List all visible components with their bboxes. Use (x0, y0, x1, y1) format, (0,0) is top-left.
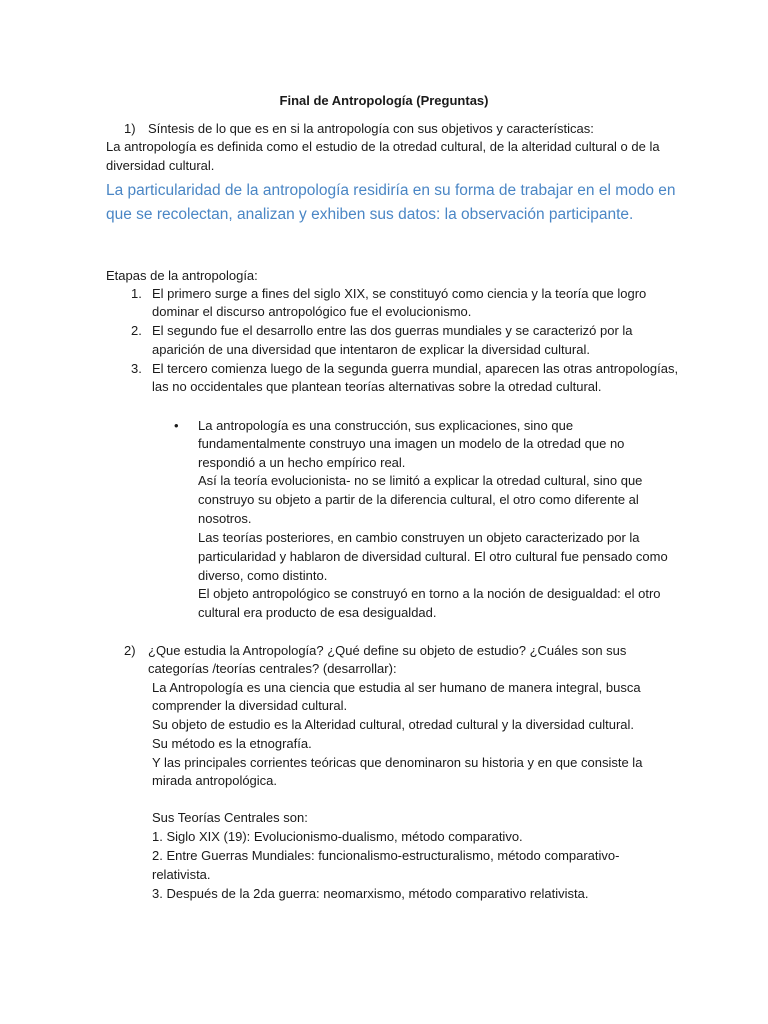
q2-answer-line: comprender la diversidad cultural. (152, 698, 348, 713)
q2-answer-line: Su objeto de estudio es la Alteridad cultural, otredad cultural y la diversidad cultural. (152, 717, 635, 732)
bullet-text-line: Así la teoría evolucionista- no se limitó a explicar la otredad cultural, sino que (198, 473, 643, 488)
bullet-text-line: diverso, como distinto. (198, 568, 328, 583)
bullet-text-line: cultural era producto de esa desigualdad. (198, 605, 437, 620)
bullet-text-line: respondió a un hecho empírico real. (198, 455, 406, 470)
q1-answer-line: La antropología es definida como el estudio de la otredad cultural, de la alteridad cultural o de la (106, 139, 660, 154)
theory-line: 1. Siglo XIX (19): Evolucionismo-dualismo, método comparativo. (152, 829, 523, 844)
bullet-text-line: particularidad y hablaron de diversidad cultural. El otro cultural fue pensado como (198, 549, 668, 564)
stage-text-line: dominar el discurso antropológico fue el evolucionismo. (152, 304, 472, 319)
stage-text-line: aparición de una diversidad que intentaron de explicar la diversidad cultural. (152, 342, 590, 357)
q1-question: Síntesis de lo que es en si la antropología con sus objetivos y características: (148, 121, 594, 136)
stage-text-line: las no occidentales que plantean teorías alternativas sobre la otredad cultural. (152, 379, 602, 394)
bullet-point: • (174, 418, 179, 433)
stage-text-line: El tercero comienza luego de la segunda guerra mundial, aparecen las otras antropologías, (152, 361, 679, 376)
bullet-text-line: La antropología es una construcción, sus explicaciones, sino que (198, 418, 574, 433)
q1-highlight-line: La particularidad de la antropología residiría en su forma de trabajar en el modo en (106, 182, 676, 199)
q2-question-line: categorías /teorías centrales? (desarrollar): (148, 661, 397, 676)
stage-number: 2. (131, 323, 142, 338)
bullet-text-line: fundamentalmente construyo una imagen un modelo de la otredad que no (198, 436, 625, 451)
stage-number: 1. (131, 286, 142, 301)
theory-line: 3. Después de la 2da guerra: neomarxismo, método comparativo relativista. (152, 886, 589, 901)
q2-answer-line: mirada antropológica. (152, 773, 278, 788)
document-title: Final de Antropología (Preguntas) (279, 93, 489, 108)
bullet-text-line: construyo su objeto a partir de la diferencia cultural, el otro como diferente al (198, 492, 639, 507)
q2-answer-line: Y las principales corrientes teóricas que denominaron su historia y en que consiste la (152, 755, 643, 770)
bullet-text-line: El objeto antropológico se construyó en torno a la noción de desigualdad: el otro (198, 586, 661, 601)
bullet-text-line: Las teorías posteriores, en cambio construyen un objeto caracterizado por la (198, 530, 640, 545)
stage-text-line: El segundo fue el desarrollo entre las dos guerras mundiales y se caracterizó por la (152, 323, 633, 338)
q2-question-line: ¿Que estudia la Antropología? ¿Qué define su objeto de estudio? ¿Cuáles son sus (148, 643, 627, 658)
stages-heading: Etapas de la antropología: (106, 268, 258, 283)
q2-answer-line: La Antropología es una ciencia que estudia al ser humano de manera integral, busca (152, 680, 641, 695)
q1-answer-line: diversidad cultural. (106, 158, 215, 173)
stage-text-line: El primero surge a fines del siglo XIX, se constituyó como ciencia y la teoría que logro (152, 286, 647, 301)
q1-number: 1) (124, 121, 136, 136)
theory-line: 2. Entre Guerras Mundiales: funcionalismo-estructuralismo, método comparativo- (152, 848, 620, 863)
q2-number: 2) (124, 643, 136, 658)
q2-answer-line: Su método es la etnografía. (152, 736, 312, 751)
theories-heading: Sus Teorías Centrales son: (152, 810, 308, 825)
bullet-text-line: nosotros. (198, 511, 252, 526)
q1-highlight-line: que se recolectan, analizan y exhiben sus datos: la observación participante. (106, 206, 634, 223)
stage-number: 3. (131, 361, 142, 376)
theory-line: relativista. (152, 867, 211, 882)
